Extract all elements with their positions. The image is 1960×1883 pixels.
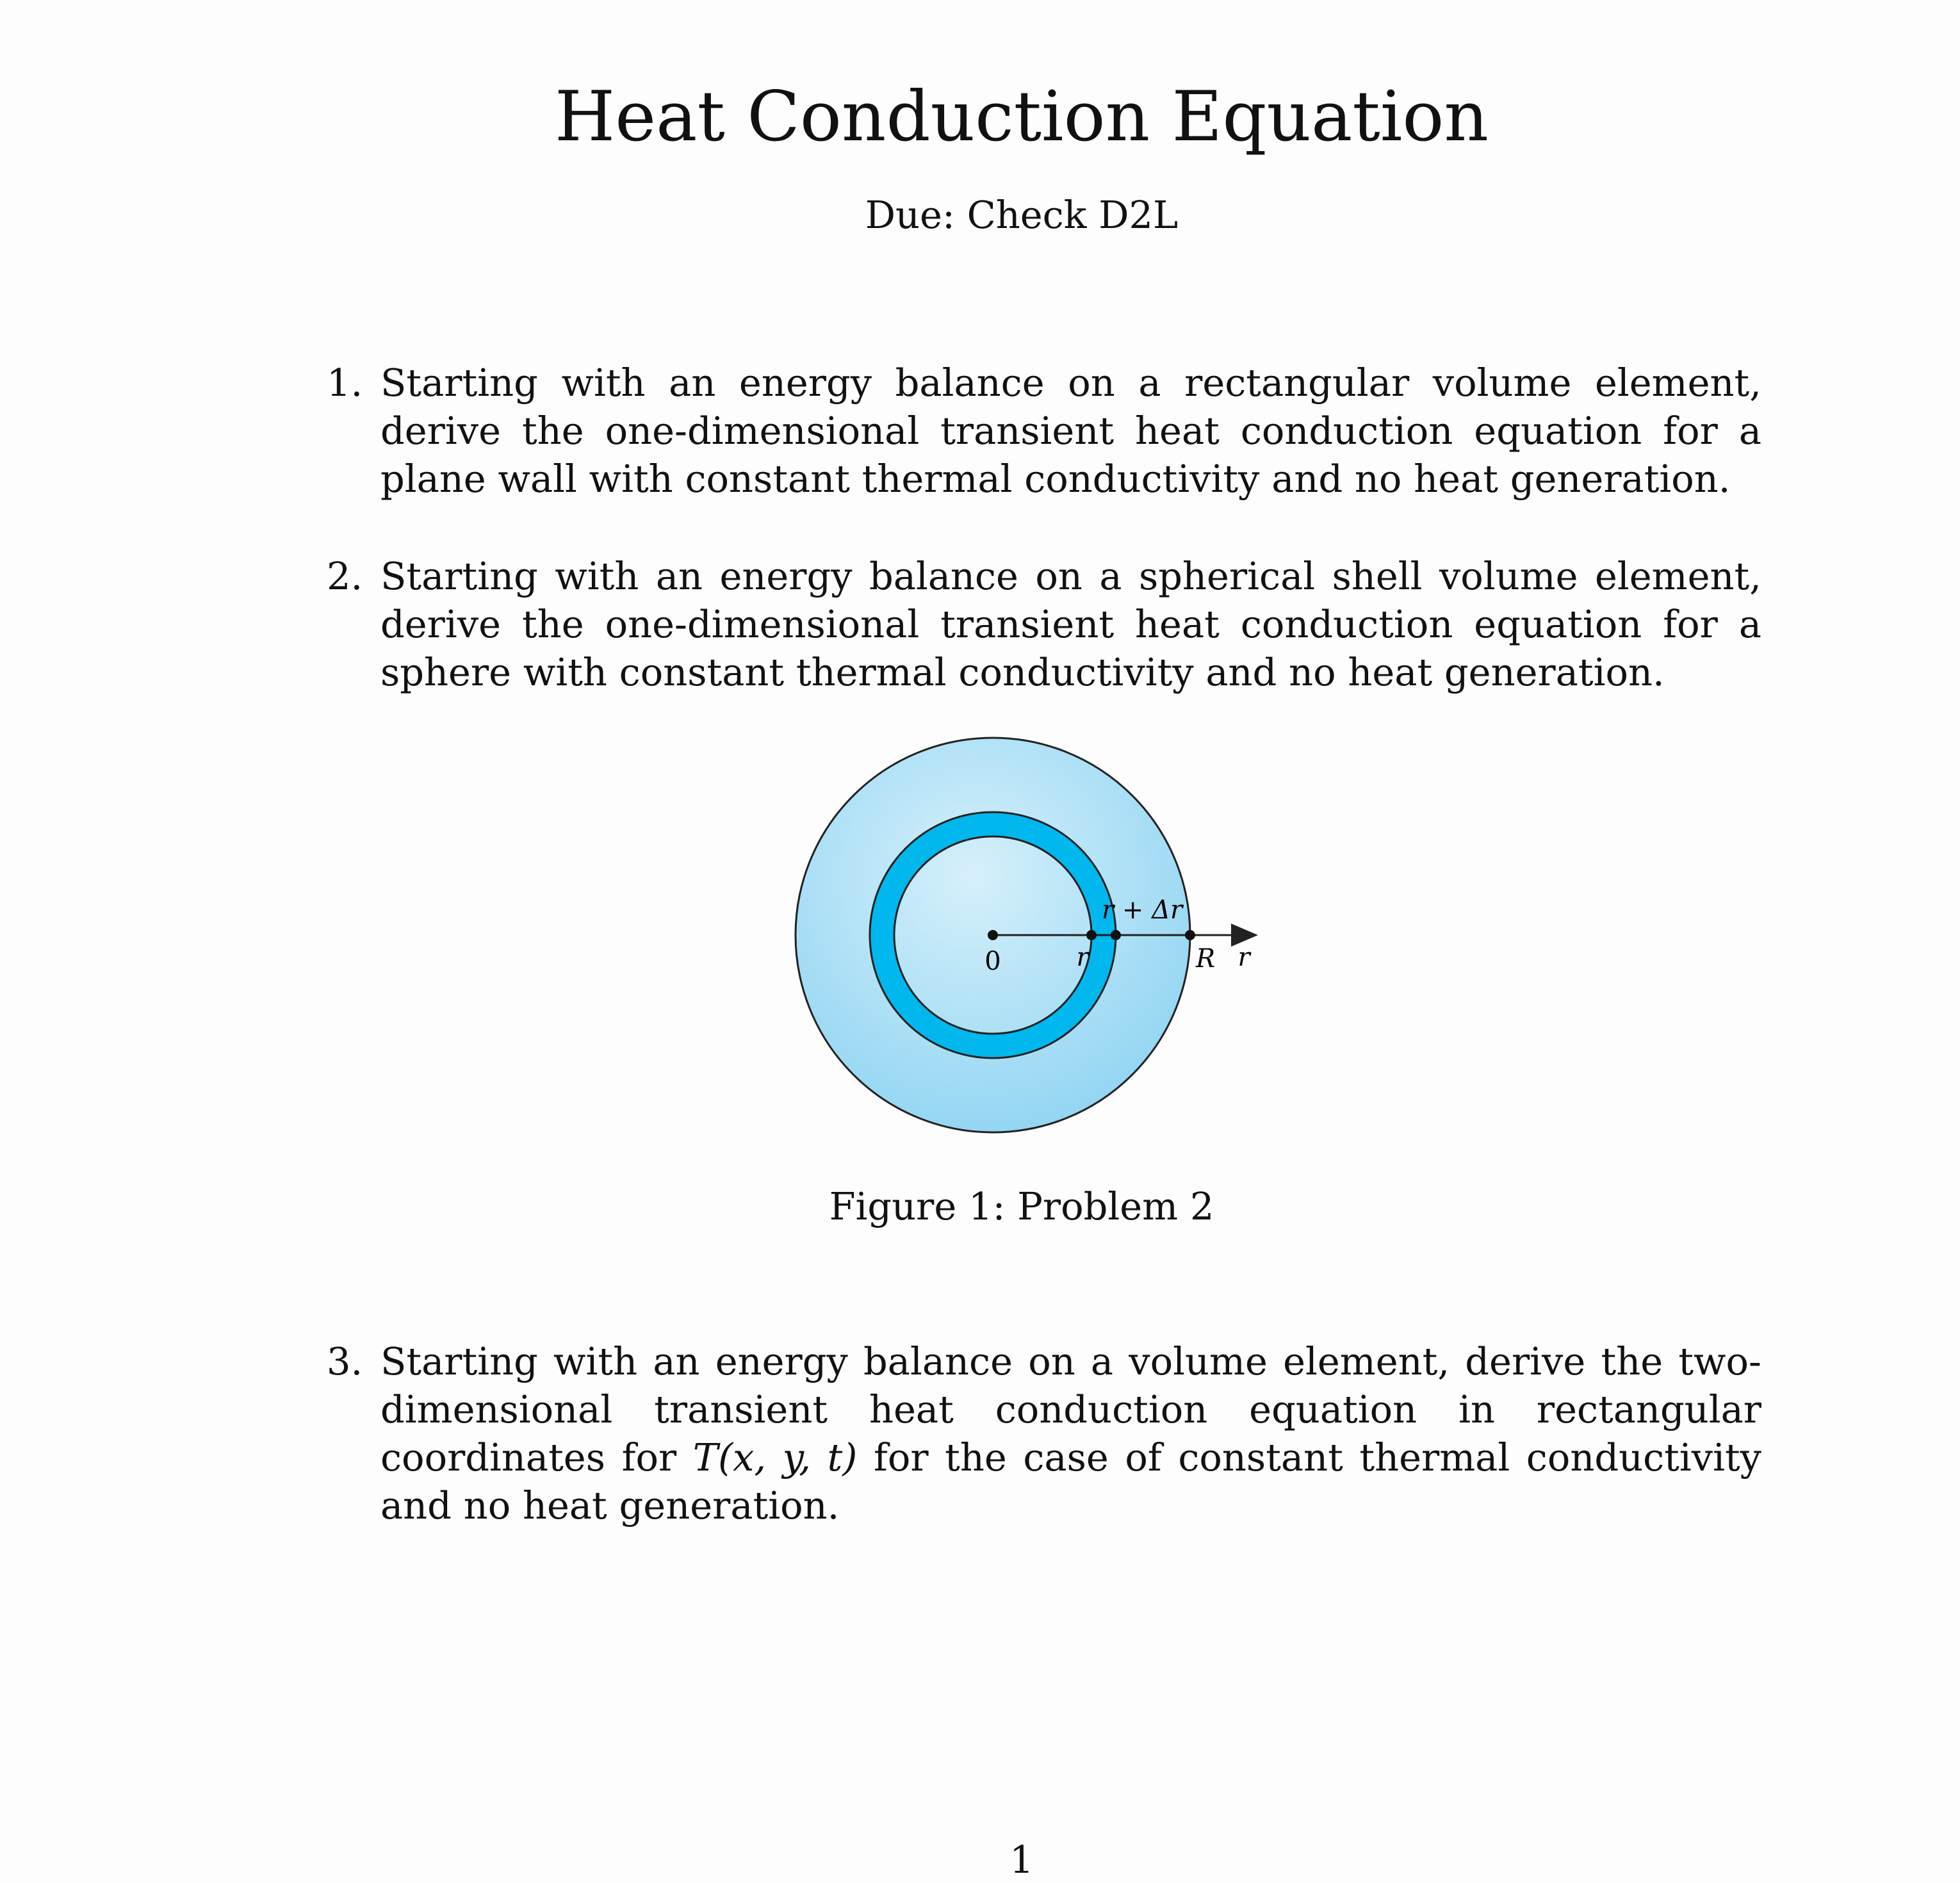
- problem-text: [380, 1337, 1761, 1529]
- problem-3: [327, 1337, 1761, 1529]
- shell-outer-point: [1111, 930, 1121, 940]
- outer-radius-label: R: [1195, 944, 1216, 974]
- sphere-diagram: [769, 724, 1281, 1159]
- figure-caption: Figure 1: Problem 2: [829, 1184, 1214, 1228]
- problem-number: 3.: [327, 1339, 363, 1383]
- problem-2: [327, 552, 1761, 696]
- origin-point: [988, 930, 998, 940]
- problem-text-before: Starting with an energy balance on a volume element, derive the two-dimensional transient heat conduction equation in rectangular coordinates for: [380, 1339, 1761, 1479]
- problem-text-after: for the case of constant thermal conductivity and no heat generation.: [380, 1435, 1762, 1528]
- problem-text: Starting with an energy balance on a spherical shell volume element, derive the one-dimensional transient heat conduction equation for a sphere with constant thermal conductivity and no heat generation.: [380, 554, 1761, 694]
- math-expression: T(x, y, t): [692, 1435, 858, 1479]
- problem-text: Starting with an energy balance on a rectangular volume element, derive the one-dimensional transient heat conduction equation for a plane wall with constant thermal conductivity and no heat generation.: [380, 361, 1761, 501]
- document-title: Heat Conduction Equation: [555, 77, 1489, 157]
- inner-radius-label: r: [1076, 943, 1089, 972]
- problem-1: [327, 359, 1761, 503]
- outer-radius-point: [1185, 930, 1195, 940]
- shell-outer-label: r + Δr: [1102, 895, 1183, 925]
- problem-number: 1.: [327, 361, 363, 405]
- axis-label: r: [1237, 943, 1250, 972]
- problem-number: 2.: [327, 554, 363, 598]
- due-date: Due: Check D2L: [865, 193, 1179, 237]
- figure-sphere-shell: [769, 724, 1281, 1159]
- inner-radius-point: [1086, 930, 1097, 940]
- origin-label: 0: [984, 947, 1001, 976]
- page-number: 1: [1009, 1838, 1034, 1882]
